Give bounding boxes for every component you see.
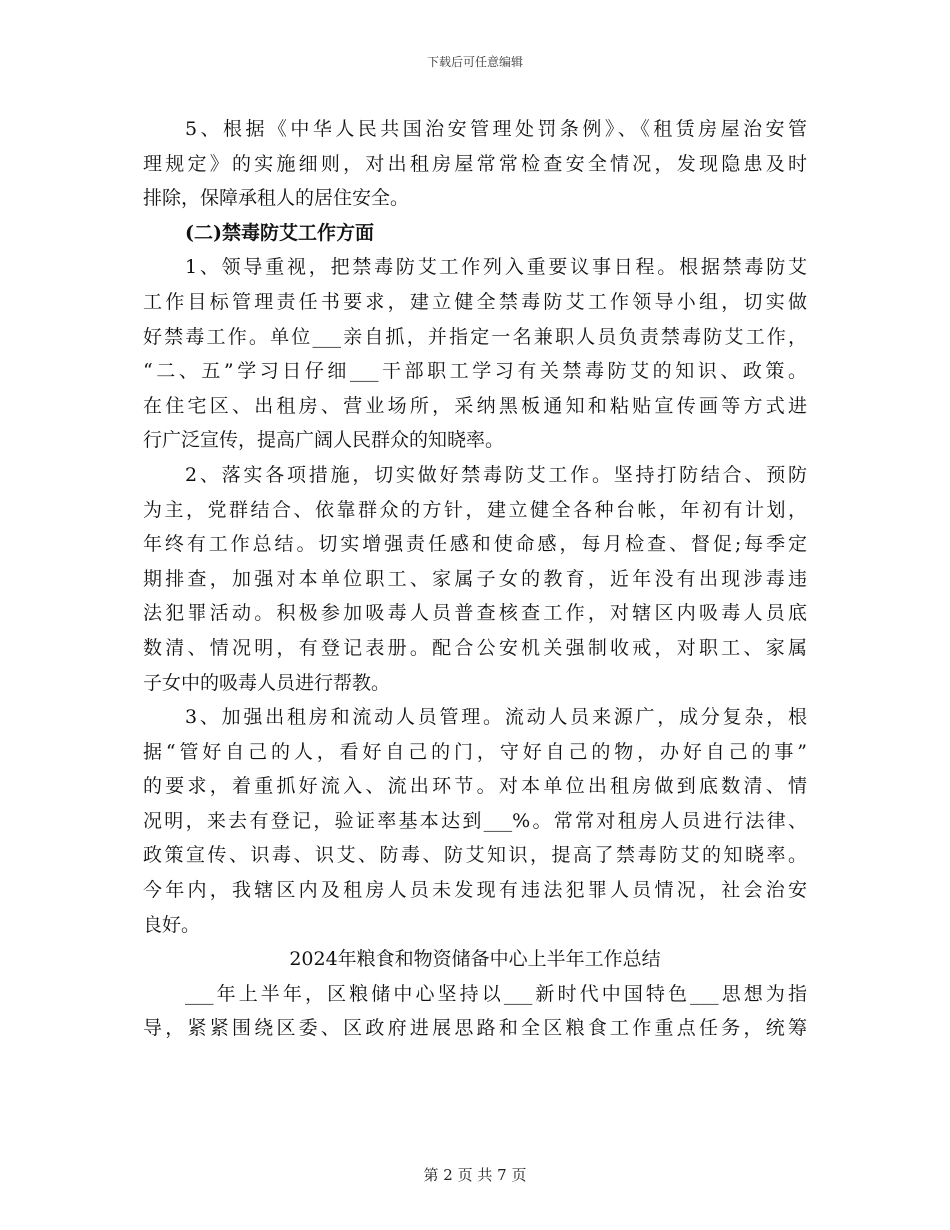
text-line: 今年内，我辖区内及租房人员未发现有违法犯罪人员情况，社会治安 bbox=[143, 879, 807, 902]
text-line: 导，紧紧围绕区委、区政府进展思路和全区粮食工作重点任务，统筹 bbox=[143, 1017, 807, 1040]
page-number-footer: 第 2 页 共 7 页 bbox=[423, 1166, 527, 1184]
section-heading: (二)禁毒防艾工作方面 bbox=[185, 221, 374, 244]
text-line: 理规定》的实施细则，对出租房屋常常检查安全情况，发现隐患及时 bbox=[143, 152, 807, 175]
text-line: 好禁毒工作。单位___亲自抓，并指定一名兼职人员负责禁毒防艾工作， bbox=[143, 325, 807, 348]
text-line: 况明，来去有登记，验证率基本达到___%。常常对租房人员进行法律、 bbox=[143, 809, 807, 832]
text-line: 数清、情况明，有登记表册。配合公安机关强制收戒，对职工、家属 bbox=[143, 636, 807, 659]
text-line: 据“管好自己的人，看好自己的门，守好自己的物，办好自己的事” bbox=[143, 740, 807, 763]
text-line: ___年上半年，区粮储中心坚持以___新时代中国特色___思想为指 bbox=[185, 982, 807, 1005]
text-line: 在住宅区、出租房、营业场所，采纳黑板通知和粘贴宣传画等方式进 bbox=[143, 394, 807, 417]
text-line: 1、领导重视，把禁毒防艾工作列入重要议事日程。根据禁毒防艾 bbox=[185, 256, 807, 279]
text-line: 子女中的吸毒人员进行帮教。 bbox=[143, 671, 391, 694]
text-line: 工作目标管理责任书要求，建立健全禁毒防艾工作领导小组，切实做 bbox=[143, 290, 807, 313]
text-line: 为主，党群结合、依靠群众的方针，建立健全各种台帐，年初有计划， bbox=[143, 498, 807, 521]
text-line: 的要求，着重抓好流入、流出环节。对本单位出租房做到底数清、情 bbox=[143, 775, 807, 798]
document-body bbox=[143, 112, 807, 1046]
text-line: 5、根据《中华人民共国治安管理处罚条例》、《租赁房屋治安管 bbox=[185, 118, 807, 140]
text-line: 2、落实各项措施，切实做好禁毒防艾工作。坚持打防结合、预防 bbox=[185, 463, 807, 486]
text-line: “二、五”学习日仔细___干部职工学习有关禁毒防艾的知识、政策。 bbox=[143, 360, 807, 383]
text-line: 法犯罪活动。积极参加吸毒人员普查核查工作，对辖区内吸毒人员底 bbox=[143, 602, 807, 625]
text-line: 年终有工作总结。切实增强责任感和使命感，每月检查、督促;每季定 bbox=[143, 533, 807, 556]
text-line: 行广泛宣传，提高广阔人民群众的知晓率。 bbox=[143, 429, 505, 452]
text-line: 3、加强出租房和流动人员管理。流动人员来源广，成分复杂，根 bbox=[185, 706, 807, 729]
header-note: 下载后可任意编辑 bbox=[426, 55, 523, 69]
text-line: 期排查，加强对本单位职工、家属子女的教育，近年没有出现涉毒违 bbox=[143, 567, 807, 590]
text-line: 排除，保障承租人的居住安全。 bbox=[143, 187, 410, 210]
text-line: 良好。 bbox=[143, 913, 201, 936]
text-line: 政策宣传、识毒、识艾、防毒、防艾知识，提高了禁毒防艾的知晓率。 bbox=[143, 844, 807, 867]
section-title: 2024年粮食和物资储备中心上半年工作总结 bbox=[289, 948, 661, 971]
